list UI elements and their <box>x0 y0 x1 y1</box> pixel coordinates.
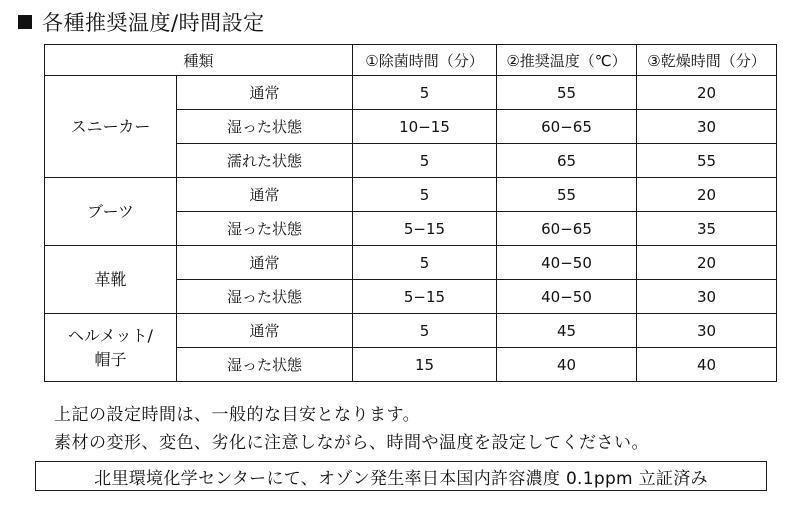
table-row <box>45 76 777 110</box>
time-cell: 5−15 <box>353 212 497 246</box>
dry-cell: 55 <box>637 144 777 178</box>
dry-cell: 20 <box>637 76 777 110</box>
category-helmet-hat <box>45 314 177 382</box>
time-cell: 15 <box>353 348 497 382</box>
certification-text: 北里環境化学センターにて、オゾン発生率日本国内許容濃度 0.1ppm 立証済み <box>94 468 708 489</box>
note-line-1: 上記の設定時間は、一般的な目安となります。 <box>54 405 421 425</box>
temp-cell: 45 <box>497 314 637 348</box>
header-drying-time: ③乾燥時間（分） <box>637 45 777 76</box>
temp-cell: 40−50 <box>497 280 637 314</box>
time-cell: 5 <box>353 246 497 280</box>
square-bullet-icon <box>18 15 32 29</box>
time-cell: 5 <box>353 76 497 110</box>
title-row <box>18 6 265 38</box>
condition-cell: 湿った状態 <box>177 110 353 144</box>
temp-cell: 60−65 <box>497 212 637 246</box>
category-sneakers: スニーカー <box>45 76 177 178</box>
category-leather-shoes: 革靴 <box>45 246 177 314</box>
table-row <box>45 178 777 212</box>
dry-cell: 40 <box>637 348 777 382</box>
dry-cell: 20 <box>637 178 777 212</box>
condition-cell: 通常 <box>177 76 353 110</box>
dry-cell: 30 <box>637 280 777 314</box>
condition-cell: 通常 <box>177 314 353 348</box>
temp-cell: 55 <box>497 178 637 212</box>
header-sterilization-time: ①除菌時間（分） <box>353 45 497 76</box>
table-header-row <box>45 45 777 76</box>
condition-cell: 湿った状態 <box>177 212 353 246</box>
dry-cell: 35 <box>637 212 777 246</box>
condition-cell: 濡れた状態 <box>177 144 353 178</box>
category-helmet-hat-line1: ヘルメット/ <box>68 325 153 345</box>
temp-cell: 40−50 <box>497 246 637 280</box>
dry-cell: 30 <box>637 314 777 348</box>
table-row <box>45 246 777 280</box>
temp-cell: 60−65 <box>497 110 637 144</box>
time-cell: 5 <box>353 178 497 212</box>
time-cell: 10−15 <box>353 110 497 144</box>
dry-cell: 20 <box>637 246 777 280</box>
temp-cell: 55 <box>497 76 637 110</box>
settings-table <box>44 44 777 382</box>
header-type: 種類 <box>45 45 353 76</box>
page-title: 各種推奨温度/時間設定 <box>42 11 265 35</box>
table-row <box>45 314 777 348</box>
note-line-2: 素材の変形、変色、劣化に注意しながら、時間や温度を設定してください。 <box>54 433 649 453</box>
header-recommended-temp: ②推奨温度（℃） <box>497 45 637 76</box>
time-cell: 5 <box>353 144 497 178</box>
condition-cell: 湿った状態 <box>177 280 353 314</box>
time-cell: 5 <box>353 314 497 348</box>
temp-cell: 65 <box>497 144 637 178</box>
condition-cell: 通常 <box>177 246 353 280</box>
certification-box <box>35 461 767 491</box>
category-helmet-hat-line2: 帽子 <box>94 349 127 369</box>
condition-cell: 湿った状態 <box>177 348 353 382</box>
time-cell: 5−15 <box>353 280 497 314</box>
dry-cell: 30 <box>637 110 777 144</box>
category-boots: ブーツ <box>45 178 177 246</box>
temp-cell: 40 <box>497 348 637 382</box>
condition-cell: 通常 <box>177 178 353 212</box>
